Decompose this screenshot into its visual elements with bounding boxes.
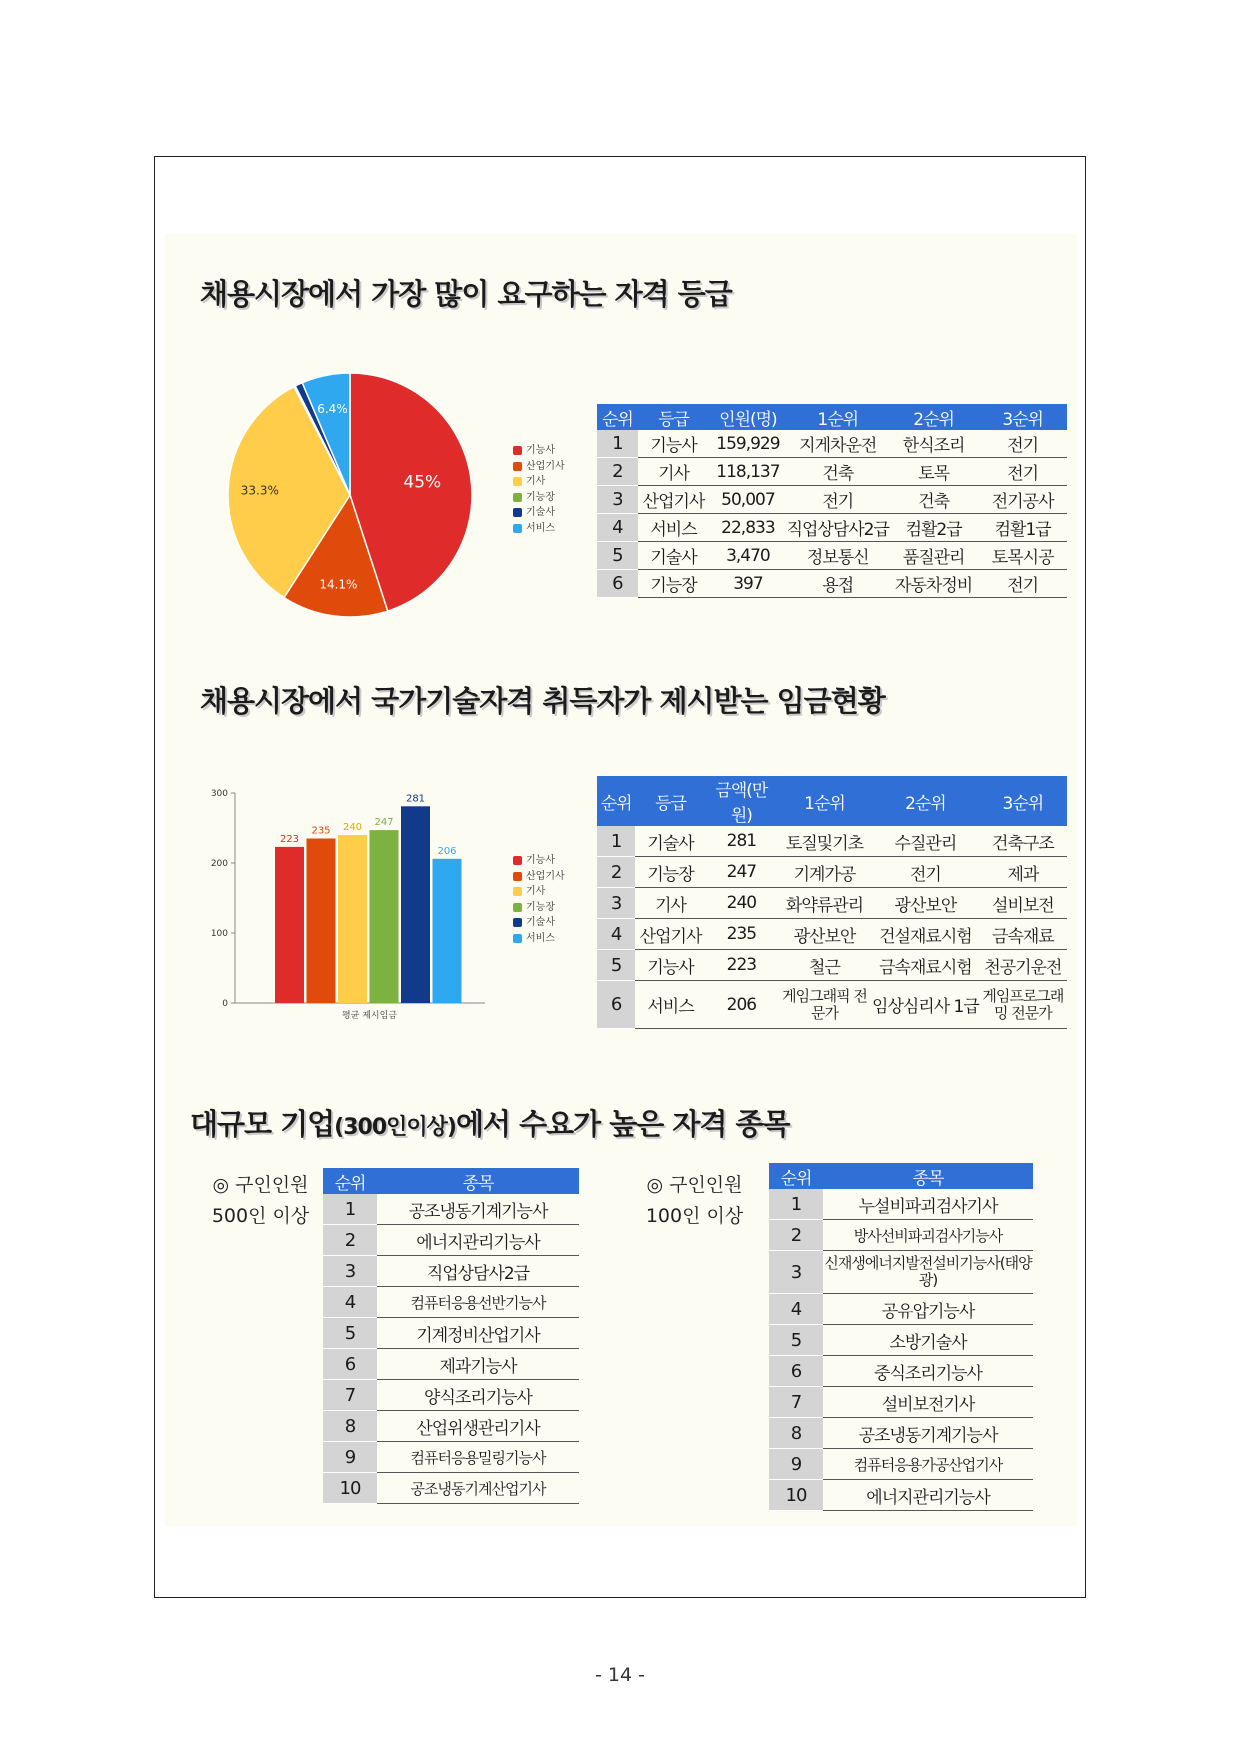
table-cell: 컴퓨터응용가공산업기사 xyxy=(823,1449,1033,1480)
table-cell: 건축 xyxy=(889,486,978,514)
bar-legend-item xyxy=(513,915,565,931)
table-cell: 용접 xyxy=(787,570,889,598)
table-cell: 중식조리기능사 xyxy=(823,1356,1033,1387)
rank-cell: 9 xyxy=(769,1449,823,1480)
table-cell: 서비스 xyxy=(638,514,710,542)
rank-cell: 10 xyxy=(769,1480,823,1511)
legend-label: 서비스 xyxy=(526,932,555,944)
bar-legend-item xyxy=(513,931,565,947)
table-row xyxy=(769,1356,1033,1387)
table-cell: 기술사 xyxy=(635,826,706,857)
table-row xyxy=(769,1325,1033,1356)
table-cell: 건축 xyxy=(787,458,889,486)
table-row xyxy=(323,1225,579,1256)
rank-cell: 6 xyxy=(323,1349,377,1380)
legend-label: 기사 xyxy=(526,886,546,897)
rank-cell: 1 xyxy=(769,1189,823,1220)
table-cell: 신재생에너지발전설비기능사(태양광) xyxy=(823,1251,1033,1294)
table-cell: 광산보안 xyxy=(777,919,872,950)
legend-label: 기술사 xyxy=(526,507,555,518)
rank-cell: 3 xyxy=(323,1256,377,1287)
bar-기능장 xyxy=(370,830,399,1003)
table-cell: 전기 xyxy=(978,458,1067,486)
table-cell: 247 xyxy=(706,857,777,888)
column-header: 등급 xyxy=(638,404,710,430)
table-cell: 기사 xyxy=(638,458,710,486)
table-row xyxy=(769,1220,1033,1251)
column-header: 종목 xyxy=(823,1163,1033,1189)
rank-cell: 2 xyxy=(597,458,638,486)
table-row xyxy=(769,1294,1033,1325)
bar-legend-item xyxy=(513,884,565,900)
table-row xyxy=(769,1387,1033,1418)
table-cell: 제과 xyxy=(979,857,1067,888)
table-cell: 지게차운전 xyxy=(787,430,889,458)
table-cell: 에너지관리기능사 xyxy=(823,1480,1033,1511)
table-cell: 품질관리 xyxy=(889,542,978,570)
pie-slice-label-3: 33.3% xyxy=(240,483,279,498)
table-cell: 건축구조 xyxy=(979,826,1067,857)
table-row xyxy=(323,1442,579,1473)
table-row xyxy=(597,570,1067,598)
column-header: 순위 xyxy=(597,776,635,826)
table-row xyxy=(769,1418,1033,1449)
legend-label: 기능장 xyxy=(526,901,555,913)
table-cell: 206 xyxy=(706,981,777,1029)
table-cell: 화약류관리 xyxy=(777,888,872,919)
pie-legend-item xyxy=(513,505,565,521)
left-criteria-line2: 500인 이상 xyxy=(211,1205,310,1227)
table-row xyxy=(597,430,1067,458)
table-cell: 기술사 xyxy=(638,542,710,570)
table-cell: 기능장 xyxy=(635,857,706,888)
legend-label: 기능장 xyxy=(526,491,555,503)
table-row xyxy=(597,888,1067,919)
table-cell: 임상심리사 1급 xyxy=(872,981,979,1029)
bar-서비스 xyxy=(433,859,462,1003)
table-cell: 누설비파괴검사기사 xyxy=(823,1189,1033,1220)
table-cell: 22,833 xyxy=(709,514,786,542)
column-header: 금액(만원) xyxy=(706,776,777,826)
section3-title-paren: (300인이상) xyxy=(334,1115,456,1140)
table-cell: 토목 xyxy=(889,458,978,486)
table-cell: 방사선비파괴검사기능사 xyxy=(823,1220,1033,1251)
pie-slice-label-2: 14.1% xyxy=(319,577,358,592)
bar-기술사 xyxy=(401,806,430,1003)
bar-value-label: 235 xyxy=(311,825,331,837)
rank-cell: 5 xyxy=(323,1318,377,1349)
column-header: 2순위 xyxy=(889,404,978,430)
table-row xyxy=(597,542,1067,570)
table-cell: 159,929 xyxy=(709,430,786,458)
bar-value-label: 206 xyxy=(437,845,457,857)
column-header: 1순위 xyxy=(787,404,889,430)
column-header: 등급 xyxy=(635,776,706,826)
table-cell: 전기 xyxy=(787,486,889,514)
table-cell: 게임프로그래밍 전문가 xyxy=(979,981,1067,1029)
table-row xyxy=(597,486,1067,514)
legend-swatch xyxy=(513,493,522,502)
pie-legend-item xyxy=(513,443,565,459)
legend-swatch xyxy=(513,856,522,865)
bar-value-label: 247 xyxy=(374,817,394,829)
table-cell: 281 xyxy=(706,826,777,857)
column-header: 3순위 xyxy=(979,776,1067,826)
table-row xyxy=(769,1189,1033,1220)
pie-legend-item xyxy=(513,459,565,475)
table-row xyxy=(597,514,1067,542)
rank-cell: 8 xyxy=(769,1418,823,1449)
rank-cell: 3 xyxy=(769,1251,823,1294)
pie-chart xyxy=(200,345,500,645)
table-cell: 기계정비산업기사 xyxy=(377,1318,579,1349)
table-cell: 광산보안 xyxy=(872,888,979,919)
rank-cell: 6 xyxy=(597,570,638,598)
table-cell: 서비스 xyxy=(635,981,706,1029)
table-row xyxy=(323,1194,579,1225)
bar-기사 xyxy=(338,835,367,1003)
table-cell: 설비보전 xyxy=(979,888,1067,919)
table-cell: 건설재료시험 xyxy=(872,919,979,950)
rank-cell: 7 xyxy=(323,1380,377,1411)
column-header: 종목 xyxy=(377,1168,579,1194)
table-cell: 공유압기능사 xyxy=(823,1294,1033,1325)
table-row xyxy=(323,1349,579,1380)
legend-swatch xyxy=(513,446,522,455)
table-row xyxy=(769,1480,1033,1511)
table-row xyxy=(769,1251,1033,1294)
rank-cell: 2 xyxy=(597,857,635,888)
table-cell: 산업기사 xyxy=(635,919,706,950)
rank-cell: 2 xyxy=(323,1225,377,1256)
rank-cell: 4 xyxy=(597,514,638,542)
left-criteria-line1: ◎ 구인인원 xyxy=(212,1174,309,1196)
wage-bar-chart xyxy=(205,783,505,1033)
legend-swatch xyxy=(513,887,522,896)
rank-cell: 10 xyxy=(323,1473,377,1504)
table-cell: 양식조리기능사 xyxy=(377,1380,579,1411)
table-row xyxy=(323,1287,579,1318)
y-tick-label: 300 xyxy=(210,789,228,799)
rank-cell: 1 xyxy=(597,826,635,857)
table-cell: 토목시공 xyxy=(978,542,1067,570)
table-cell: 컴퓨터응용선반기능사 xyxy=(377,1287,579,1318)
table-row xyxy=(597,857,1067,888)
table-row xyxy=(597,950,1067,981)
grade-demand-table xyxy=(597,404,1067,598)
legend-swatch xyxy=(513,934,522,943)
section3-title xyxy=(190,1102,790,1143)
table-row xyxy=(323,1411,579,1442)
wage-table xyxy=(597,776,1067,1029)
table-row xyxy=(323,1380,579,1411)
legend-swatch xyxy=(513,872,522,881)
rank-cell: 4 xyxy=(323,1287,377,1318)
column-header: 3순위 xyxy=(978,404,1067,430)
pie-legend xyxy=(513,443,565,536)
legend-label: 서비스 xyxy=(526,522,555,534)
pie-slice-label-1: 45% xyxy=(403,472,442,493)
legend-swatch xyxy=(513,918,522,927)
table-row xyxy=(597,458,1067,486)
large-company-500-table xyxy=(323,1168,579,1504)
table-cell: 240 xyxy=(706,888,777,919)
table-row xyxy=(323,1473,579,1504)
table-cell: 전기 xyxy=(978,570,1067,598)
table-row xyxy=(323,1318,579,1349)
section2-title: 채용시장에서 국가기술자격 취득자가 제시받는 임금현황 xyxy=(200,684,885,718)
legend-swatch xyxy=(513,462,522,471)
table-cell: 게임그래픽 전문가 xyxy=(777,981,872,1029)
right-criteria-label xyxy=(632,1170,757,1232)
table-cell: 기능사 xyxy=(638,430,710,458)
x-axis-label: 평균 제시임금 xyxy=(341,1011,398,1021)
rank-cell: 3 xyxy=(597,486,638,514)
rank-cell: 5 xyxy=(597,950,635,981)
table-cell: 한식조리 xyxy=(889,430,978,458)
table-cell: 에너지관리기능사 xyxy=(377,1225,579,1256)
legend-label: 기술사 xyxy=(526,917,555,928)
table-cell: 223 xyxy=(706,950,777,981)
pie-legend-item xyxy=(513,474,565,490)
table-cell: 제과기능사 xyxy=(377,1349,579,1380)
table-row xyxy=(597,981,1067,1029)
table-cell: 산업위생관리기사 xyxy=(377,1411,579,1442)
bar-legend-item xyxy=(513,869,565,885)
right-criteria-line1: ◎ 구인인원 xyxy=(646,1174,743,1196)
y-tick-label: 100 xyxy=(210,929,228,939)
table-cell: 397 xyxy=(709,570,786,598)
table-cell: 토질및기초 xyxy=(777,826,872,857)
bar-legend-item xyxy=(513,900,565,916)
bar-legend-item xyxy=(513,853,565,869)
y-tick-label: 200 xyxy=(210,859,228,869)
table-cell: 직업상담사2급 xyxy=(377,1256,579,1287)
table-cell: 기능장 xyxy=(638,570,710,598)
table-cell: 컴활2급 xyxy=(889,514,978,542)
rank-cell: 4 xyxy=(769,1294,823,1325)
legend-swatch xyxy=(513,903,522,912)
table-cell: 정보통신 xyxy=(787,542,889,570)
rank-cell: 1 xyxy=(597,430,638,458)
table-cell: 소방기술사 xyxy=(823,1325,1033,1356)
rank-cell: 6 xyxy=(769,1356,823,1387)
table-cell: 전기 xyxy=(872,857,979,888)
table-cell: 컴퓨터응용밀링기능사 xyxy=(377,1442,579,1473)
table-cell: 수질관리 xyxy=(872,826,979,857)
section3-title-main: 대규모 기업 xyxy=(190,1107,335,1141)
table-cell: 설비보전기사 xyxy=(823,1387,1033,1418)
rank-cell: 9 xyxy=(323,1442,377,1473)
column-header: 인원(명) xyxy=(709,404,786,430)
rank-cell: 6 xyxy=(597,981,635,1029)
table-row xyxy=(597,919,1067,950)
table-cell: 컴활1급 xyxy=(978,514,1067,542)
rank-cell: 7 xyxy=(769,1387,823,1418)
rank-cell: 3 xyxy=(597,888,635,919)
page-number: - 14 - xyxy=(595,1664,645,1686)
legend-label: 산업기사 xyxy=(526,460,565,472)
column-header: 순위 xyxy=(769,1163,823,1189)
table-row xyxy=(769,1449,1033,1480)
table-cell: 금속재료 xyxy=(979,919,1067,950)
table-row xyxy=(597,826,1067,857)
table-cell: 전기 xyxy=(978,430,1067,458)
table-cell: 3,470 xyxy=(709,542,786,570)
large-company-100-table xyxy=(769,1163,1033,1511)
rank-cell: 1 xyxy=(323,1194,377,1225)
table-cell: 235 xyxy=(706,919,777,950)
legend-label: 기사 xyxy=(526,476,546,487)
pie-slice-label-6: 6.4% xyxy=(317,401,348,416)
y-tick-label: 0 xyxy=(222,999,228,1009)
bar-value-label: 281 xyxy=(405,793,426,805)
legend-swatch xyxy=(513,508,522,517)
bar-산업기사 xyxy=(307,839,336,1004)
table-cell: 기계가공 xyxy=(777,857,872,888)
section3-title-rest: 에서 수요가 높은 자격 종목 xyxy=(455,1107,790,1141)
section1-title: 채용시장에서 가장 많이 요구하는 자격 등급 xyxy=(200,277,732,311)
pie-legend-item xyxy=(513,490,565,506)
legend-label: 기능사 xyxy=(526,855,555,866)
right-criteria-line2: 100인 이상 xyxy=(645,1205,744,1227)
table-cell: 기능사 xyxy=(635,950,706,981)
column-header: 2순위 xyxy=(872,776,979,826)
rank-cell: 5 xyxy=(769,1325,823,1356)
bar-value-label: 240 xyxy=(342,822,363,833)
bar-기능사 xyxy=(275,847,304,1003)
pie-legend-item xyxy=(513,521,565,537)
table-cell: 50,007 xyxy=(709,486,786,514)
column-header: 1순위 xyxy=(777,776,872,826)
rank-cell: 5 xyxy=(597,542,638,570)
table-cell: 금속재료시험 xyxy=(872,950,979,981)
left-criteria-label xyxy=(198,1170,323,1232)
table-cell: 철근 xyxy=(777,950,872,981)
table-cell: 천공기운전 xyxy=(979,950,1067,981)
bar-value-label: 223 xyxy=(279,833,300,845)
rank-cell: 8 xyxy=(323,1411,377,1442)
table-cell: 공조냉동기계기능사 xyxy=(823,1418,1033,1449)
column-header: 순위 xyxy=(597,404,638,430)
rank-cell: 4 xyxy=(597,919,635,950)
legend-label: 산업기사 xyxy=(526,870,565,882)
table-cell: 산업기사 xyxy=(638,486,710,514)
legend-label: 기능사 xyxy=(526,445,555,456)
table-cell: 118,137 xyxy=(709,458,786,486)
legend-swatch xyxy=(513,477,522,486)
table-row xyxy=(323,1256,579,1287)
rank-cell: 2 xyxy=(769,1220,823,1251)
table-cell: 직업상담사2급 xyxy=(787,514,889,542)
column-header: 순위 xyxy=(323,1168,377,1194)
table-cell: 자동차정비 xyxy=(889,570,978,598)
table-cell: 공조냉동기계산업기사 xyxy=(377,1473,579,1504)
table-cell: 전기공사 xyxy=(978,486,1067,514)
table-cell: 공조냉동기계기능사 xyxy=(377,1194,579,1225)
table-cell: 기사 xyxy=(635,888,706,919)
legend-swatch xyxy=(513,524,522,533)
bar-legend xyxy=(513,853,565,946)
